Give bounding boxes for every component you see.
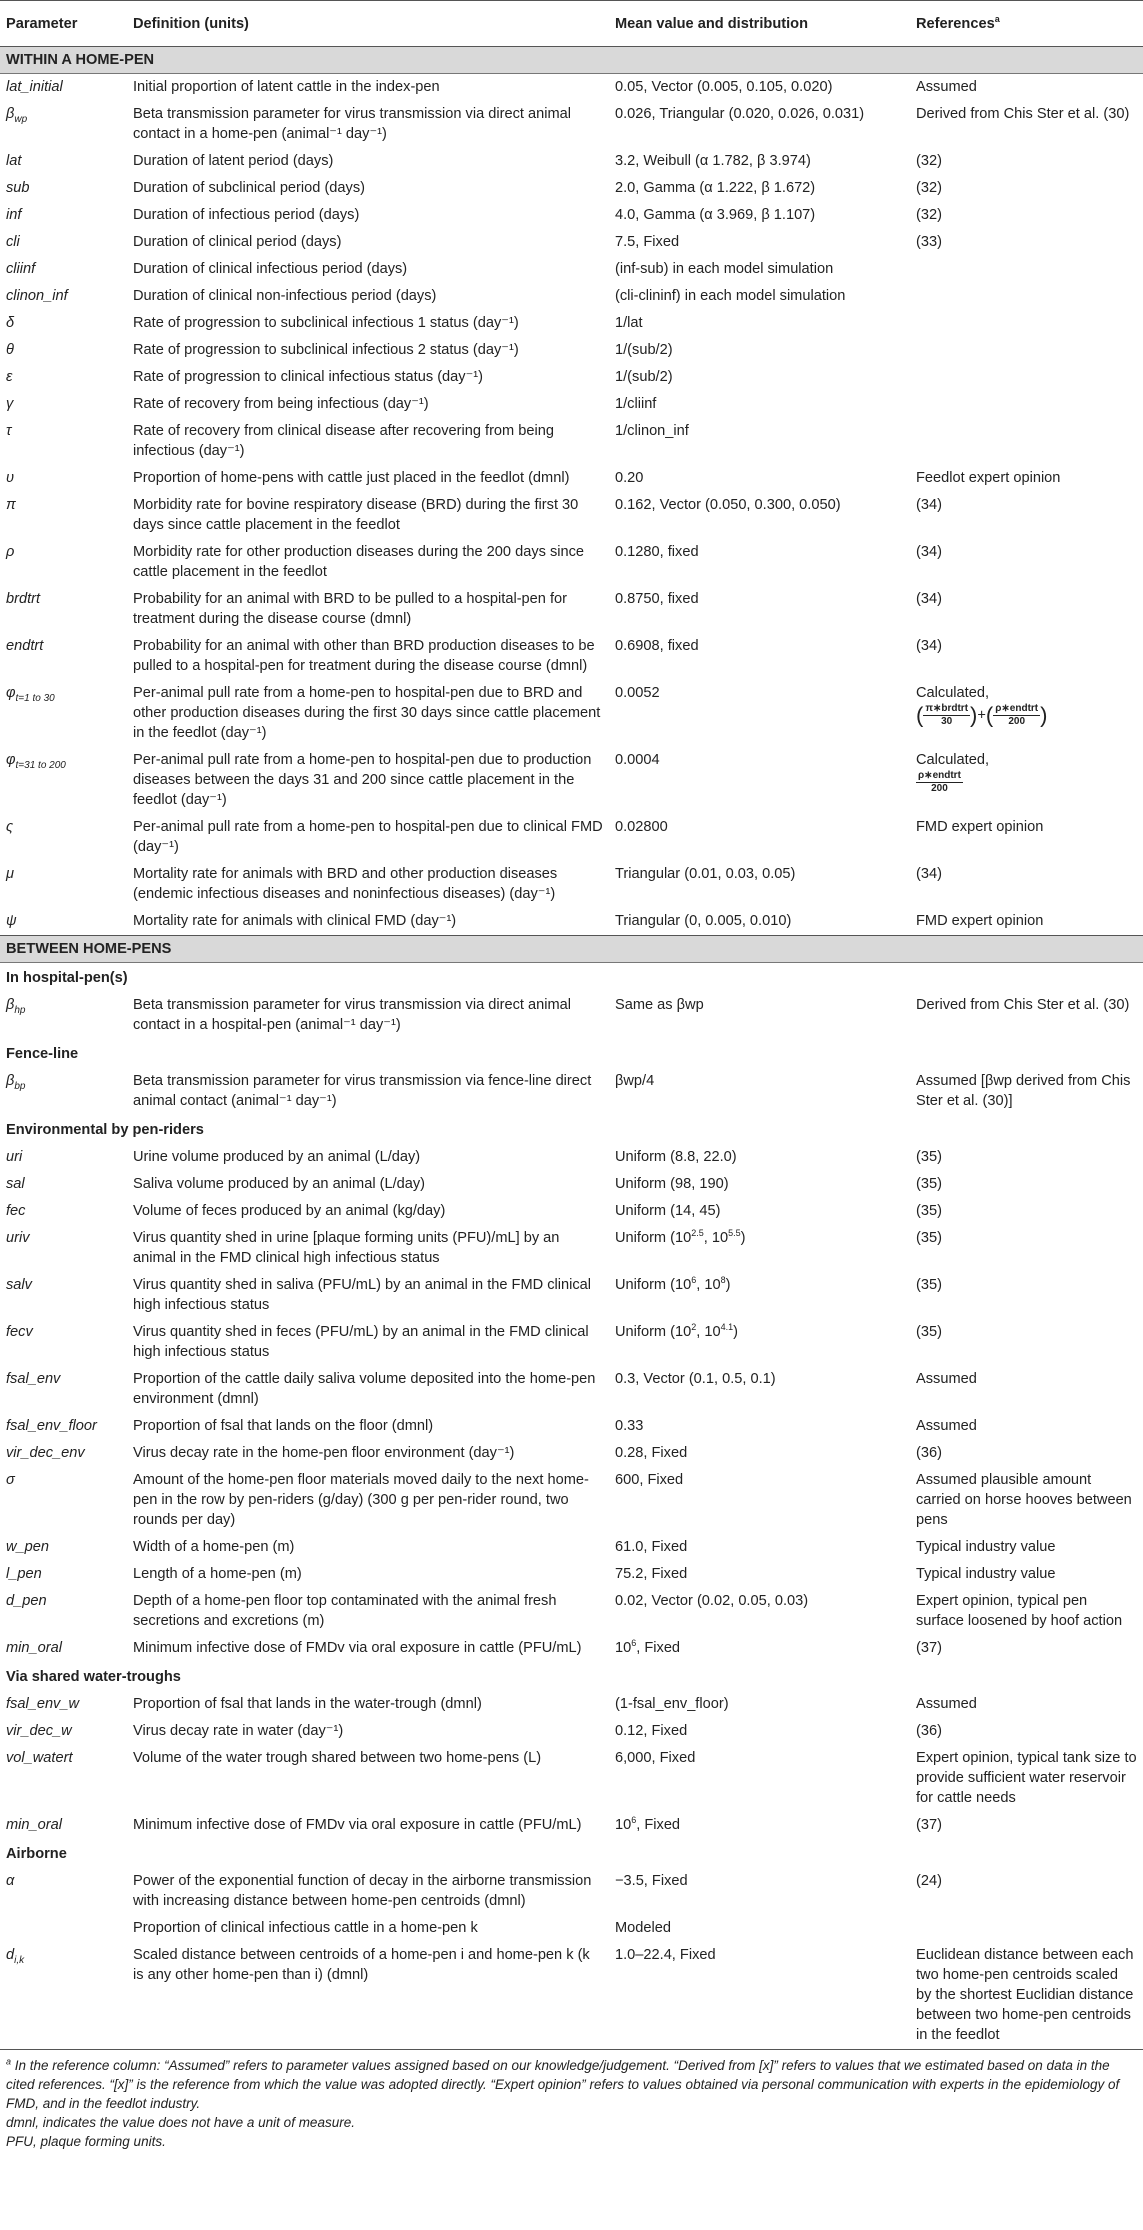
cell-reference bbox=[910, 256, 1143, 283]
cell-parameter: ρ bbox=[6, 544, 15, 560]
table-row bbox=[0, 1915, 1143, 1942]
cell-reference: (34) bbox=[916, 866, 942, 882]
cell-value: 1/clinon_inf bbox=[615, 423, 689, 439]
cell-definition: Urine volume produced by an animal (L/day) bbox=[133, 1149, 421, 1165]
table-row bbox=[0, 680, 1143, 747]
cell-value: $10^6$, Fixed bbox=[615, 1815, 681, 1833]
paren-open: ( bbox=[985, 702, 994, 728]
cell-definition: Virus decay rate in the home-pen floor environment (day⁻¹) bbox=[133, 1445, 515, 1461]
cell-definition: Scaled distance between centroids of a home-pen i and home-pen k (k is any other home-pen than i) (dmnl) bbox=[127, 1942, 609, 2050]
cell-value: 4.0, Gamma (α 3.969, β 1.107) bbox=[615, 207, 816, 223]
table-row bbox=[0, 74, 1143, 102]
footnote-dmnl: dmnl, indicates the value does not have a unit of measure. bbox=[6, 2115, 355, 2130]
cell-reference: Expert opinion, typical tank size to provide sufficient water reservoir for cattle needs bbox=[916, 1750, 1137, 1806]
cell-definition: Mortality rate for animals with clinical FMD (day⁻¹) bbox=[133, 913, 457, 929]
cell-parameter: ψ bbox=[6, 913, 17, 929]
header-definition: Definition (units) bbox=[127, 1, 609, 47]
cell-parameter: $\beta_{bp}$ bbox=[6, 1073, 26, 1092]
cell-parameter: d_pen bbox=[6, 1593, 47, 1609]
table-row bbox=[0, 229, 1143, 256]
header-parameter: Parameter bbox=[0, 1, 127, 47]
cell-parameter: π bbox=[6, 497, 16, 513]
cell-definition: Morbidity rate for other production diseases during the 200 days since cattle placement in the feedlot bbox=[133, 544, 585, 580]
cell-value: (cli-clininf) in each model simulation bbox=[615, 288, 846, 304]
cell-value: 1/lat bbox=[615, 315, 643, 331]
cell-value: −3.5, Fixed bbox=[615, 1873, 688, 1889]
table-row bbox=[0, 1812, 1143, 1839]
cell-definition: Virus decay rate in water (day⁻¹) bbox=[133, 1723, 344, 1739]
formula-end-fraction: $\frac{\text{ρ∗endtrt}}{200}$ bbox=[995, 703, 1039, 727]
cell-definition: Beta transmission parameter for virus transmission via fence-line direct animal contact (animal⁻¹ day⁻¹) bbox=[133, 1073, 592, 1109]
table-row bbox=[0, 586, 1143, 633]
cell-value: 2.0, Gamma (α 1.222, β 1.672) bbox=[615, 180, 816, 196]
header-references: References$^a$ bbox=[910, 1, 1143, 47]
cell-definition: Rate of recovery from clinical disease after recovering from being infectious (day⁻¹) bbox=[133, 423, 554, 459]
cell-value: Uniform ($10^2$, $10^{4.1}$) bbox=[615, 1322, 738, 1340]
cell-definition: Per-animal pull rate from a home-pen to hospital-pen due to clinical FMD (day⁻¹) bbox=[133, 819, 603, 855]
cell-value: Uniform ($10^{2.5}$, $10^{5.5}$) bbox=[615, 1228, 746, 1246]
cell-reference: Calculated, $\frac{\text{ρ∗endtrt}}{200}$ bbox=[916, 752, 990, 794]
subheading-airborne: Airborne bbox=[6, 1846, 67, 1862]
cell-definition: Beta transmission parameter for virus transmission via direct animal contact in a home-pen (animal⁻¹ day⁻¹) bbox=[133, 106, 571, 142]
cell-definition: Minimum infective dose of FMDv via oral exposure in cattle (PFU/mL) bbox=[133, 1817, 582, 1833]
cell-parameter: w_pen bbox=[6, 1539, 50, 1555]
paren-close: ) bbox=[1040, 702, 1048, 728]
table-row bbox=[0, 1868, 1143, 1915]
table-row bbox=[0, 1691, 1143, 1718]
formula-end-fraction: $\frac{\text{ρ∗endtrt}}{200}$ bbox=[918, 770, 961, 794]
table-row bbox=[0, 310, 1143, 337]
cell-definition: Width of a home-pen (m) bbox=[133, 1539, 295, 1555]
cell-definition: Rate of progression to clinical infectious status (day⁻¹) bbox=[133, 369, 484, 385]
cell-parameter: uri bbox=[6, 1149, 23, 1165]
cell-parameter: lat bbox=[6, 153, 22, 169]
cell-value: 0.33 bbox=[615, 1418, 644, 1434]
cell-value: Same as βwp bbox=[615, 997, 704, 1013]
table-row bbox=[0, 364, 1143, 391]
cell-definition: Rate of recovery from being infectious (day⁻¹) bbox=[133, 396, 429, 412]
section-between-home-pens: BETWEEN HOME-PENS bbox=[0, 936, 1143, 963]
cell-parameter: l_pen bbox=[6, 1566, 42, 1582]
cell-value: 0.6908, fixed bbox=[615, 638, 699, 654]
cell-reference: Assumed bbox=[916, 1418, 977, 1434]
cell-definition: Duration of latent period (days) bbox=[133, 153, 334, 169]
cell-value: 0.0052 bbox=[615, 685, 660, 701]
cell-reference: Assumed plausible amount carried on horse hooves between pens bbox=[916, 1472, 1132, 1528]
cell-reference: Expert opinion, typical pen surface loosened by hoof action bbox=[916, 1593, 1123, 1629]
table-row bbox=[0, 633, 1143, 680]
cell-reference: (34) bbox=[916, 591, 942, 607]
cell-value: 0.026, Triangular (0.020, 0.026, 0.031) bbox=[615, 106, 865, 122]
cell-reference bbox=[910, 391, 1143, 418]
header-mean-value: Mean value and distribution bbox=[609, 1, 910, 47]
cell-value: 600, Fixed bbox=[615, 1472, 684, 1488]
cell-parameter: endtrt bbox=[6, 638, 44, 654]
cell-definition: Virus quantity shed in urine [plaque forming units (PFU)/mL] by an animal in the FMD clinical high infectious status bbox=[133, 1230, 560, 1266]
cell-reference: (24) bbox=[916, 1873, 942, 1889]
cell-value: 0.02800 bbox=[615, 819, 668, 835]
subheading-fence-line: Fence-line bbox=[6, 1046, 79, 1062]
footnote-a: $^a$ In the reference column: “Assumed” refers to parameter values assigned based on our knowledge/judgement. “Derived from [x]” refers to values that we estimated based on data in the cited references. “[x]” is the reference from which the value was adopted directly. “Expert opinion” refers to values obtained via personal communication with experts in the epidemiology of FMD, and in the feedlot industry. bbox=[6, 2056, 1120, 2111]
cell-reference: (35) bbox=[916, 1324, 942, 1340]
cell-definition: Saliva volume produced by an animal (L/day) bbox=[133, 1176, 426, 1192]
cell-definition: Duration of clinical period (days) bbox=[133, 234, 342, 250]
table-row bbox=[0, 1534, 1143, 1561]
cell-definition: Volume of the water trough shared between two home-pens (L) bbox=[133, 1750, 542, 1766]
table-row bbox=[0, 747, 1143, 814]
cell-parameter: α bbox=[6, 1873, 15, 1889]
paren-close: ) bbox=[970, 702, 978, 728]
cell-parameter: $\varphi_{t=1 to 30}$ bbox=[6, 685, 55, 704]
cell-parameter: $\beta_{wp}$ bbox=[6, 106, 28, 125]
cell-definition: Length of a home-pen (m) bbox=[133, 1566, 302, 1582]
cell-value: 0.05, Vector (0.005, 0.105, 0.020) bbox=[615, 79, 833, 95]
table-row bbox=[0, 539, 1143, 586]
cell-value: Uniform ($10^6$, $10^8$) bbox=[615, 1275, 731, 1293]
table-row bbox=[0, 337, 1143, 364]
table-row bbox=[0, 1068, 1143, 1115]
table-row bbox=[0, 992, 1143, 1039]
formula-plus: + bbox=[977, 707, 986, 724]
cell-reference: FMD expert opinion bbox=[916, 913, 1044, 929]
cell-value: 0.3, Vector (0.1, 0.5, 0.1) bbox=[615, 1371, 776, 1387]
cell-value: 0.28, Fixed bbox=[615, 1445, 688, 1461]
cell-parameter: fec bbox=[6, 1203, 26, 1219]
cell-value: 75.2, Fixed bbox=[615, 1566, 688, 1582]
cell-parameter: ε bbox=[6, 369, 13, 385]
cell-value: 0.0004 bbox=[615, 752, 660, 768]
cell-reference: (34) bbox=[916, 497, 942, 513]
table-row bbox=[0, 1171, 1143, 1198]
table-row bbox=[0, 256, 1143, 283]
footnote-pfu: PFU, plaque forming units. bbox=[6, 2134, 166, 2149]
cell-reference: (36) bbox=[916, 1723, 942, 1739]
table-row bbox=[0, 391, 1143, 418]
cell-value: 7.5, Fixed bbox=[615, 234, 680, 250]
cell-parameter: clinon_inf bbox=[6, 288, 68, 304]
cell-reference: (35) bbox=[916, 1230, 942, 1246]
cell-reference: Feedlot expert opinion bbox=[916, 470, 1061, 486]
cell-reference: (32) bbox=[916, 180, 942, 196]
table-row bbox=[0, 1561, 1143, 1588]
cell-reference: (34) bbox=[916, 544, 942, 560]
cell-value: 6,000, Fixed bbox=[615, 1750, 696, 1766]
table-row bbox=[0, 1467, 1143, 1534]
cell-parameter: υ bbox=[6, 470, 15, 486]
table-row bbox=[0, 175, 1143, 202]
cell-definition: Probability for an animal with other than BRD production diseases to be pulled to a hospital-pen for treatment during the disease course (dmnl) bbox=[133, 638, 595, 674]
cell-definition: Mortality rate for animals with BRD and other production diseases (endemic infectious diseases and noninfectious diseases) (day⁻¹) bbox=[133, 866, 558, 902]
cell-definition: Amount of the home-pen floor materials moved daily to the next home-pen in the row by pen-riders (g/day) (300 g per pen-rider round, two rounds per day) bbox=[133, 1472, 589, 1528]
cell-reference: (34) bbox=[916, 638, 942, 654]
cell-definition: Virus quantity shed in feces (PFU/mL) by an animal in the FMD clinical high infectious status bbox=[133, 1324, 589, 1360]
cell-definition: Virus quantity shed in saliva (PFU/mL) by an animal in the FMD clinical high infectious status bbox=[133, 1277, 591, 1313]
table-row bbox=[0, 1588, 1143, 1635]
cell-reference bbox=[910, 418, 1143, 465]
cell-parameter: fsal_env_w bbox=[6, 1696, 80, 1712]
table-row bbox=[0, 148, 1143, 175]
cell-definition: Proportion of fsal that lands on the floor (dmnl) bbox=[133, 1418, 434, 1434]
cell-parameter: uriv bbox=[6, 1230, 30, 1246]
table-row bbox=[0, 1319, 1143, 1366]
footnotes bbox=[0, 2050, 1143, 2151]
cell-reference: Calculated, ( $\frac{\text{π∗brdtrt}}{30}$ )+( $\frac{\text{ρ∗endtrt}}{200}$ ) bbox=[916, 685, 1048, 728]
subheading-environmental: Environmental by pen-riders bbox=[6, 1122, 204, 1138]
cell-definition: Per-animal pull rate from a home-pen to hospital-pen due to BRD and other production diseases during the first 30 days since cattle placement in the feedlot (day⁻¹) bbox=[133, 685, 601, 741]
cell-value: 1.0–22.4, Fixed bbox=[609, 1942, 910, 2050]
cell-definition: Rate of progression to subclinical infectious 2 status (day⁻¹) bbox=[133, 342, 519, 358]
cell-reference: Euclidean distance between each two home-pen centroids scaled by the shortest Euclidian distance between two home-pen centroids in the feedlot bbox=[910, 1942, 1143, 2050]
cell-value: Modeled bbox=[615, 1920, 671, 1936]
cell-value: Triangular (0, 0.005, 0.010) bbox=[615, 913, 792, 929]
cell-reference bbox=[910, 1915, 1143, 1942]
cell-parameter: sub bbox=[6, 180, 30, 196]
cell-reference: (35) bbox=[916, 1203, 942, 1219]
cell-value: 0.8750, fixed bbox=[615, 591, 699, 607]
cell-reference: Derived from Chis Ster et al. (30) bbox=[916, 997, 1130, 1013]
cell-value: 61.0, Fixed bbox=[615, 1539, 688, 1555]
header-row bbox=[0, 1, 1143, 47]
table-row bbox=[0, 1745, 1143, 1812]
cell-definition: Duration of clinical non-infectious period (days) bbox=[133, 288, 437, 304]
cell-definition: Proportion of fsal that lands in the water-trough (dmnl) bbox=[133, 1696, 482, 1712]
cell-value: 3.2, Weibull (α 1.782, β 3.974) bbox=[615, 153, 811, 169]
cell-definition: Initial proportion of latent cattle in the index-pen bbox=[133, 79, 440, 95]
cell-definition: Proportion of home-pens with cattle just placed in the feedlot (dmnl) bbox=[133, 470, 570, 486]
cell-reference: Typical industry value bbox=[916, 1539, 1056, 1555]
cell-reference: Assumed bbox=[916, 79, 977, 95]
cell-value: βwp/4 bbox=[615, 1073, 655, 1089]
cell-definition: Minimum infective dose of FMDv via oral exposure in cattle (PFU/mL) bbox=[133, 1640, 582, 1656]
cell-value: 1/cliinf bbox=[615, 396, 657, 412]
cell-value: Uniform (98, 190) bbox=[615, 1176, 729, 1192]
cell-reference: (35) bbox=[916, 1277, 942, 1293]
cell-parameter: min_oral bbox=[6, 1640, 62, 1656]
cell-reference: (37) bbox=[916, 1817, 942, 1833]
cell-definition: Duration of subclinical period (days) bbox=[133, 180, 365, 196]
cell-parameter: τ bbox=[6, 423, 12, 439]
cell-definition: Duration of infectious period (days) bbox=[133, 207, 360, 223]
table-row bbox=[0, 1144, 1143, 1171]
cell-parameter: cliinf bbox=[6, 261, 36, 277]
cell-parameter: fsal_env bbox=[6, 1371, 61, 1387]
cell-value: Uniform (14, 45) bbox=[615, 1203, 721, 1219]
cell-reference: (35) bbox=[916, 1176, 942, 1192]
table-row bbox=[0, 1440, 1143, 1467]
cell-parameter: sal bbox=[6, 1176, 25, 1192]
cell-value: $10^6$, Fixed bbox=[615, 1638, 681, 1656]
table-row bbox=[0, 1635, 1143, 1662]
cell-definition: Duration of clinical infectious period (days) bbox=[133, 261, 408, 277]
table-row bbox=[0, 1366, 1143, 1413]
cell-parameter: $\varphi_{t=31 to 200}$ bbox=[6, 752, 66, 771]
cell-parameter: brdtrt bbox=[6, 591, 41, 607]
subheading-hospital-pens: In hospital-pen(s) bbox=[6, 970, 128, 986]
table-row bbox=[0, 1942, 1143, 2050]
cell-reference bbox=[910, 283, 1143, 310]
table-row bbox=[0, 861, 1143, 908]
paren-open: ( bbox=[916, 702, 924, 728]
cell-parameter: fsal_env_floor bbox=[6, 1418, 97, 1434]
table-row bbox=[0, 101, 1143, 148]
section-within-home-pen: WITHIN A HOME-PEN bbox=[0, 47, 1143, 74]
cell-definition: Rate of progression to subclinical infectious 1 status (day⁻¹) bbox=[133, 315, 519, 331]
cell-reference: Assumed [βwp derived from Chis Ster et al. (30)] bbox=[916, 1073, 1131, 1109]
cell-parameter: δ bbox=[6, 315, 15, 331]
cell-parameter: vol_watert bbox=[6, 1750, 73, 1766]
cell-definition: Per-animal pull rate from a home-pen to hospital-pen due to production diseases between the days 31 and 200 since cattle placement in the feedlot (day⁻¹) bbox=[133, 752, 592, 808]
cell-value: Uniform (8.8, 22.0) bbox=[615, 1149, 737, 1165]
cell-value: 1/(sub/2) bbox=[615, 369, 673, 385]
table-row bbox=[0, 908, 1143, 936]
cell-definition: Probability for an animal with BRD to be pulled to a hospital-pen for treatment during the disease course (dmnl) bbox=[133, 591, 567, 627]
cell-parameter: cli bbox=[6, 234, 20, 250]
table-row bbox=[0, 1718, 1143, 1745]
cell-parameter: inf bbox=[6, 207, 22, 223]
cell-reference: (33) bbox=[916, 234, 942, 250]
cell-parameter: fecv bbox=[6, 1324, 33, 1340]
cell-parameter: salv bbox=[6, 1277, 32, 1293]
table-row bbox=[0, 418, 1143, 465]
table-row bbox=[0, 814, 1143, 861]
table-row bbox=[0, 465, 1143, 492]
cell-parameter: min_oral bbox=[6, 1817, 62, 1833]
cell-value: 0.12, Fixed bbox=[615, 1723, 688, 1739]
cell-parameter: μ bbox=[6, 866, 14, 882]
cell-parameter: $d_{i,k}$ bbox=[0, 1942, 127, 2050]
table-row bbox=[0, 202, 1143, 229]
cell-reference: (36) bbox=[916, 1445, 942, 1461]
cell-reference: Assumed bbox=[916, 1696, 977, 1712]
table-row bbox=[0, 1272, 1143, 1319]
table-row bbox=[0, 1225, 1143, 1272]
cell-definition: Beta transmission parameter for virus transmission via direct animal contact in a hospital-pen (animal⁻¹ day⁻¹) bbox=[133, 997, 571, 1033]
cell-value: 0.20 bbox=[615, 470, 644, 486]
cell-reference: (32) bbox=[916, 153, 942, 169]
cell-parameter: γ bbox=[6, 396, 14, 412]
subheading-water-troughs: Via shared water-troughs bbox=[6, 1669, 181, 1685]
cell-reference bbox=[910, 310, 1143, 337]
cell-reference bbox=[910, 364, 1143, 391]
cell-value: 0.02, Vector (0.02, 0.05, 0.03) bbox=[615, 1593, 809, 1609]
cell-value: 0.162, Vector (0.050, 0.300, 0.050) bbox=[615, 497, 841, 513]
cell-value: (1-fsal_env_floor) bbox=[615, 1696, 729, 1712]
cell-value: 1/(sub/2) bbox=[615, 342, 673, 358]
cell-parameter: lat_initial bbox=[6, 79, 63, 95]
cell-reference: Assumed bbox=[916, 1371, 977, 1387]
cell-parameter: vir_dec_env bbox=[6, 1445, 85, 1461]
table-row bbox=[0, 283, 1143, 310]
cell-reference: Typical industry value bbox=[916, 1566, 1056, 1582]
table-row bbox=[0, 492, 1143, 539]
table-row bbox=[0, 1413, 1143, 1440]
cell-parameter bbox=[0, 1915, 127, 1942]
cell-value: 0.1280, fixed bbox=[615, 544, 699, 560]
cell-parameter: $\beta_{hp}$ bbox=[6, 997, 26, 1016]
cell-reference: Derived from Chis Ster et al. (30) bbox=[916, 106, 1130, 122]
cell-reference: (37) bbox=[916, 1640, 942, 1656]
cell-value: Triangular (0.01, 0.03, 0.05) bbox=[615, 866, 796, 882]
cell-parameter: σ bbox=[6, 1472, 15, 1488]
table-row bbox=[0, 1198, 1143, 1225]
cell-definition: Power of the exponential function of decay in the airborne transmission with increasing distance between home-pen centroids (dmnl) bbox=[133, 1873, 592, 1909]
cell-reference bbox=[910, 337, 1143, 364]
formula-brd-fraction: $\frac{\text{π∗brdtrt}}{30}$ bbox=[925, 703, 969, 727]
cell-definition: Volume of feces produced by an animal (kg/day) bbox=[133, 1203, 446, 1219]
cell-reference: FMD expert opinion bbox=[916, 819, 1044, 835]
cell-definition: Depth of a home-pen floor top contaminated with the animal fresh secretions and excretions (m) bbox=[133, 1593, 557, 1629]
cell-parameter: ς bbox=[6, 819, 14, 835]
cell-definition: Morbidity rate for bovine respiratory disease (BRD) during the first 30 days since cattle placement in the feedlot bbox=[133, 497, 579, 533]
cell-definition: Proportion of the cattle daily saliva volume deposited into the home-pen environment (dmnl) bbox=[133, 1371, 596, 1407]
cell-parameter: vir_dec_w bbox=[6, 1723, 72, 1739]
cell-reference: (32) bbox=[916, 207, 942, 223]
cell-definition: Proportion of clinical infectious cattle in a home-pen k bbox=[133, 1920, 478, 1936]
cell-value: (inf-sub) in each model simulation bbox=[615, 261, 834, 277]
cell-parameter: θ bbox=[6, 342, 14, 358]
cell-reference: (35) bbox=[916, 1149, 942, 1165]
